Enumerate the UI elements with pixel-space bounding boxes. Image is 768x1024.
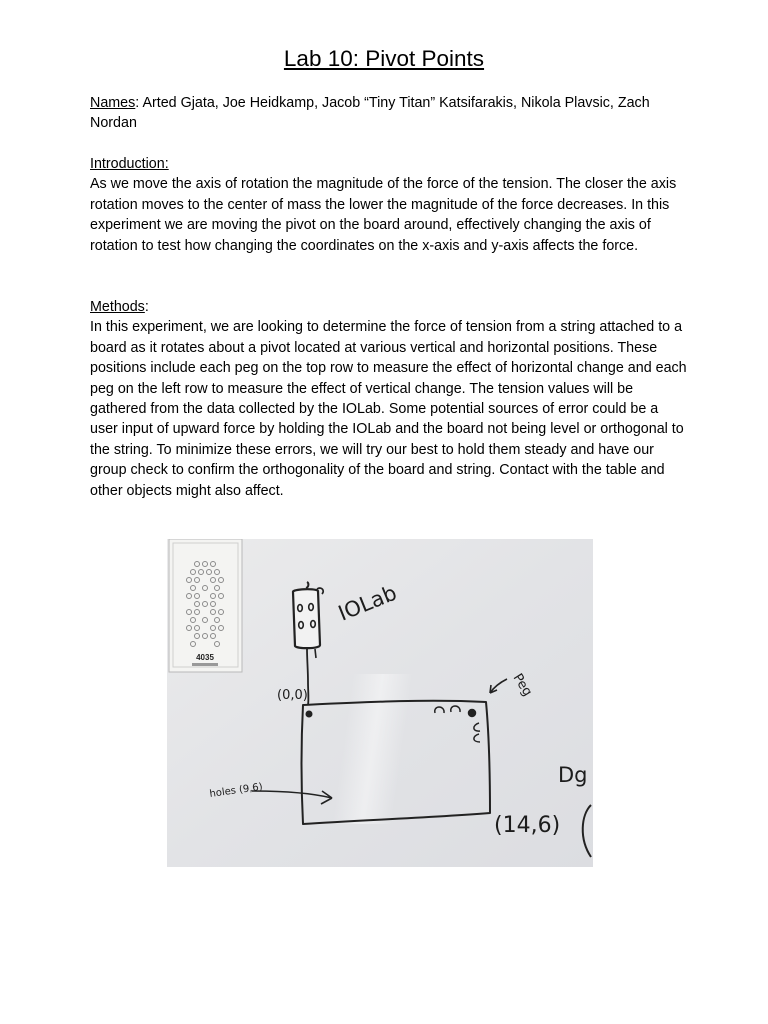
sign-number: 4035 (196, 653, 214, 662)
holes-label: holes (9,6) (208, 781, 264, 800)
right-edge-label: Dg (558, 763, 588, 787)
methods-text: In this experiment, we are looking to determine the force of tension from a string attached to a board as it rotates about a pivot located at various vertical and horizontal positions. These positions include each peg on the top row to measure the effect of horizontal change and each peg on the left row to measure the effect of vertical change. The tension values will be gathered from the data collected by the IOLab. Some potential sources of error could be a user input of upward force by holding the IOLab and the board not being level or orthogonal to the string. To minimize these errors, we will try our best to hold them steady and have our group check to confirm the orthogonality of the board and string. Contact with the table and other objects might also affect. (90, 319, 687, 499)
iolab-device (293, 582, 323, 648)
introduction-section (90, 154, 690, 256)
room-sign (169, 539, 242, 672)
methods-heading: Methods (90, 299, 145, 315)
names-paragraph (90, 93, 690, 134)
whiteboard-diagram-photo (167, 539, 593, 867)
whiteboard-drawing (167, 539, 593, 867)
names-label: Names (90, 95, 136, 111)
document-title: Lab 10: Pivot Points (283, 46, 485, 71)
pivot-point (306, 711, 313, 718)
corner-label: (14,6) (494, 813, 561, 838)
names-text: : Arted Gjata, Joe Heidkamp, Jacob “Tiny Titan” Katsifarakis, Nikola Plavsic, Zach Nordan (90, 95, 650, 132)
methods-section (90, 297, 690, 501)
iolab-label: IOLab (334, 580, 401, 626)
methods-heading-colon: : (144, 299, 149, 315)
origin-label: (0,0) (277, 688, 308, 703)
introduction-text: As we move the axis of rotation the magnitude of the force of the tension. The closer the axis rotation moves to the center of mass the lower the magnitude of the force decreases. In this experiment we are moving the pivot on the board around, effectively changing the axis of rotation to test how changing the coordinates on the x-axis and y-axis affects the force. (90, 176, 677, 254)
introduction-heading: Introduction: (90, 156, 169, 172)
peg-label: Peg (509, 671, 535, 700)
